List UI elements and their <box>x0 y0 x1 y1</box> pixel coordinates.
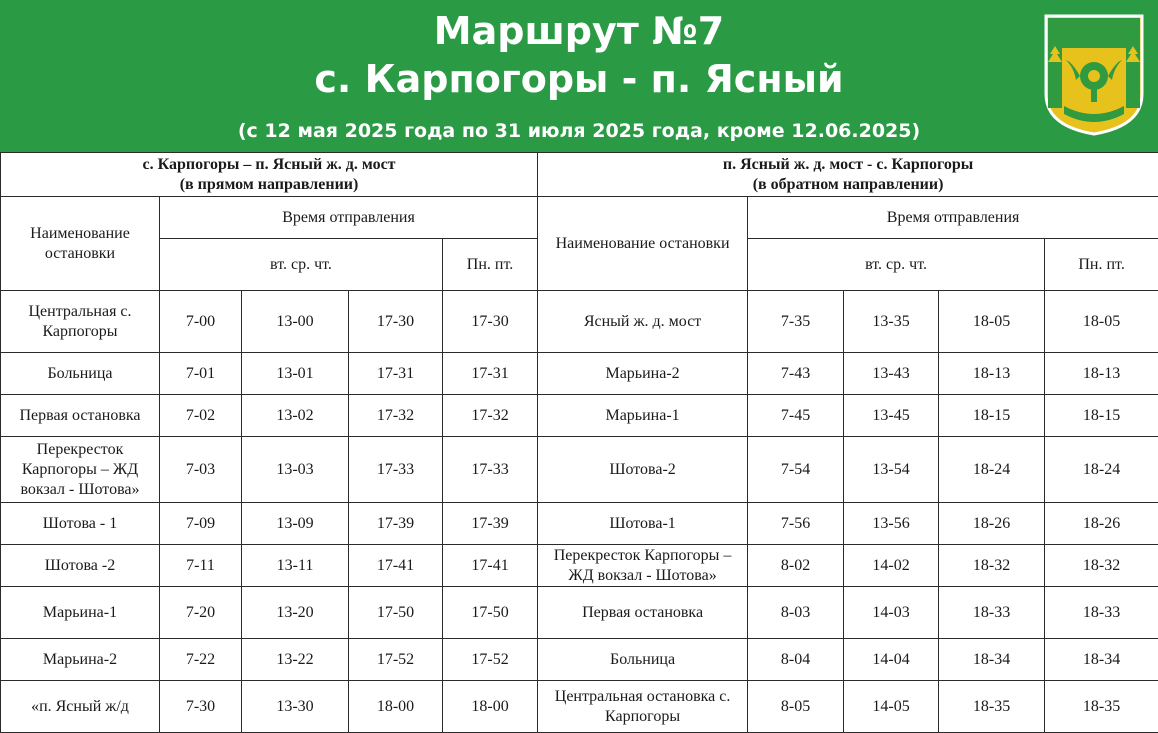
forward-departure-time: 7-09 <box>160 503 242 545</box>
backward-stop-name: Шотова-1 <box>538 503 748 545</box>
forward-departure-time: 17-31 <box>349 353 443 395</box>
forward-stop-name: Марьина-1 <box>1 587 160 639</box>
backward-departure-time: 18-34 <box>1045 639 1158 681</box>
table-row <box>1 503 1158 545</box>
backward-stop-header: Наименование остановки <box>538 197 748 291</box>
backward-departure-time: 18-34 <box>939 639 1045 681</box>
backward-stop-name: Марьина-1 <box>538 395 748 437</box>
backward-departure-time: 18-24 <box>939 437 1045 503</box>
backward-departure-time: 18-15 <box>939 395 1045 437</box>
forward-departure-time: 17-50 <box>443 587 538 639</box>
table-row <box>1 545 1158 587</box>
backward-departure-time: 13-43 <box>844 353 939 395</box>
backward-departure-time: 7-43 <box>748 353 844 395</box>
backward-departure-time: 14-04 <box>844 639 939 681</box>
backward-departure-time: 7-35 <box>748 291 844 353</box>
forward-days-monfri: Пн. пт. <box>443 239 538 291</box>
forward-departure-time: 7-00 <box>160 291 242 353</box>
backward-departure-time: 18-15 <box>1045 395 1158 437</box>
forward-stop-name: Шотова - 1 <box>1 503 160 545</box>
schedule-table <box>0 152 1158 733</box>
backward-departure-time: 13-54 <box>844 437 939 503</box>
forward-direction-title: с. Карпогоры – п. Ясный ж. д. мост <box>5 155 533 175</box>
forward-departure-time: 17-39 <box>349 503 443 545</box>
backward-days-monfri: Пн. пт. <box>1045 239 1158 291</box>
forward-departure-time: 17-41 <box>443 545 538 587</box>
forward-departure-time: 7-30 <box>160 681 242 733</box>
forward-stop-name: «п. Ясный ж/д <box>1 681 160 733</box>
forward-stop-name: Перекресток Карпогоры – ЖД вокзал - Шотова» <box>1 437 160 503</box>
header-banner <box>0 0 1158 152</box>
forward-departure-time: 17-31 <box>443 353 538 395</box>
forward-departure-time: 13-09 <box>242 503 349 545</box>
forward-departure-time: 13-30 <box>242 681 349 733</box>
route-title: Маршрут №7 <box>0 8 1158 54</box>
backward-departure-time: 18-26 <box>939 503 1045 545</box>
forward-stop-name: Первая остановка <box>1 395 160 437</box>
backward-departure-time: 8-03 <box>748 587 844 639</box>
backward-departure-time: 7-56 <box>748 503 844 545</box>
backward-direction-sub: (в обратном направлении) <box>542 175 1154 195</box>
backward-stop-name: Ясный ж. д. мост <box>538 291 748 353</box>
backward-stop-name: Центральная остановка с. Карпогоры <box>538 681 748 733</box>
forward-departure-time: 7-03 <box>160 437 242 503</box>
forward-departure-time: 13-00 <box>242 291 349 353</box>
forward-stop-name: Больница <box>1 353 160 395</box>
forward-departure-time: 18-00 <box>443 681 538 733</box>
backward-stop-name: Шотова-2 <box>538 437 748 503</box>
forward-stop-name: Марьина-2 <box>1 639 160 681</box>
backward-direction-title: п. Ясный ж. д. мост - с. Карпогоры <box>542 155 1154 175</box>
backward-departure-time: 18-32 <box>1045 545 1158 587</box>
backward-direction-header <box>538 153 1158 197</box>
forward-departure-time: 18-00 <box>349 681 443 733</box>
forward-departure-time: 7-11 <box>160 545 242 587</box>
table-row <box>1 639 1158 681</box>
forward-direction-header <box>1 153 538 197</box>
coat-of-arms-icon <box>1044 14 1144 136</box>
backward-departure-time: 8-04 <box>748 639 844 681</box>
backward-departure-time: 18-35 <box>1045 681 1158 733</box>
backward-departure-time: 13-56 <box>844 503 939 545</box>
forward-departure-time: 13-22 <box>242 639 349 681</box>
table-row <box>1 291 1158 353</box>
forward-departure-time: 13-01 <box>242 353 349 395</box>
backward-stop-name: Марьина-2 <box>538 353 748 395</box>
backward-departure-time: 8-02 <box>748 545 844 587</box>
forward-departure-time: 17-32 <box>349 395 443 437</box>
forward-departure-time: 13-11 <box>242 545 349 587</box>
backward-departure-time: 8-05 <box>748 681 844 733</box>
forward-stop-header: Наименование остановки <box>1 197 160 291</box>
backward-departure-time: 18-33 <box>939 587 1045 639</box>
backward-stop-name: Больница <box>538 639 748 681</box>
schedule-rows <box>1 291 1158 733</box>
backward-departure-time: 18-24 <box>1045 437 1158 503</box>
table-row <box>1 587 1158 639</box>
backward-time-header: Время отправления <box>748 197 1158 239</box>
backward-departure-time: 13-45 <box>844 395 939 437</box>
forward-departure-time: 17-30 <box>349 291 443 353</box>
backward-departure-time: 7-54 <box>748 437 844 503</box>
backward-departure-time: 18-32 <box>939 545 1045 587</box>
forward-departure-time: 17-50 <box>349 587 443 639</box>
forward-departure-time: 17-30 <box>443 291 538 353</box>
backward-departure-time: 14-02 <box>844 545 939 587</box>
forward-departure-time: 17-41 <box>349 545 443 587</box>
table-row <box>1 681 1158 733</box>
backward-departure-time: 18-13 <box>1045 353 1158 395</box>
table-row <box>1 395 1158 437</box>
forward-departure-time: 13-20 <box>242 587 349 639</box>
forward-departure-time: 13-03 <box>242 437 349 503</box>
backward-departure-time: 18-13 <box>939 353 1045 395</box>
forward-departure-time: 17-33 <box>443 437 538 503</box>
forward-direction-sub: (в прямом направлении) <box>5 175 533 195</box>
forward-time-header: Время отправления <box>160 197 538 239</box>
table-row <box>1 353 1158 395</box>
backward-departure-time: 14-05 <box>844 681 939 733</box>
forward-departure-time: 7-01 <box>160 353 242 395</box>
forward-departure-time: 17-52 <box>443 639 538 681</box>
route-endpoints: с. Карпогоры - п. Ясный <box>0 56 1158 102</box>
backward-departure-time: 7-45 <box>748 395 844 437</box>
validity-period: (с 12 мая 2025 года по 31 июля 2025 года, кроме 12.06.2025) <box>0 118 1158 144</box>
backward-stop-name: Перекресток Карпогоры – ЖД вокзал - Шотова» <box>538 545 748 587</box>
forward-days-weekday: вт. ср. чт. <box>160 239 443 291</box>
forward-departure-time: 17-39 <box>443 503 538 545</box>
forward-departure-time: 7-02 <box>160 395 242 437</box>
backward-departure-time: 18-35 <box>939 681 1045 733</box>
forward-departure-time: 7-22 <box>160 639 242 681</box>
table-row <box>1 437 1158 503</box>
forward-departure-time: 13-02 <box>242 395 349 437</box>
forward-departure-time: 7-20 <box>160 587 242 639</box>
forward-stop-name: Шотова -2 <box>1 545 160 587</box>
backward-departure-time: 13-35 <box>844 291 939 353</box>
backward-departure-time: 18-05 <box>939 291 1045 353</box>
backward-departure-time: 18-05 <box>1045 291 1158 353</box>
backward-days-weekday: вт. ср. чт. <box>748 239 1045 291</box>
forward-departure-time: 17-33 <box>349 437 443 503</box>
backward-stop-name: Первая остановка <box>538 587 748 639</box>
backward-departure-time: 18-33 <box>1045 587 1158 639</box>
forward-stop-name: Центральная с. Карпогоры <box>1 291 160 353</box>
backward-departure-time: 18-26 <box>1045 503 1158 545</box>
forward-departure-time: 17-52 <box>349 639 443 681</box>
backward-departure-time: 14-03 <box>844 587 939 639</box>
forward-departure-time: 17-32 <box>443 395 538 437</box>
